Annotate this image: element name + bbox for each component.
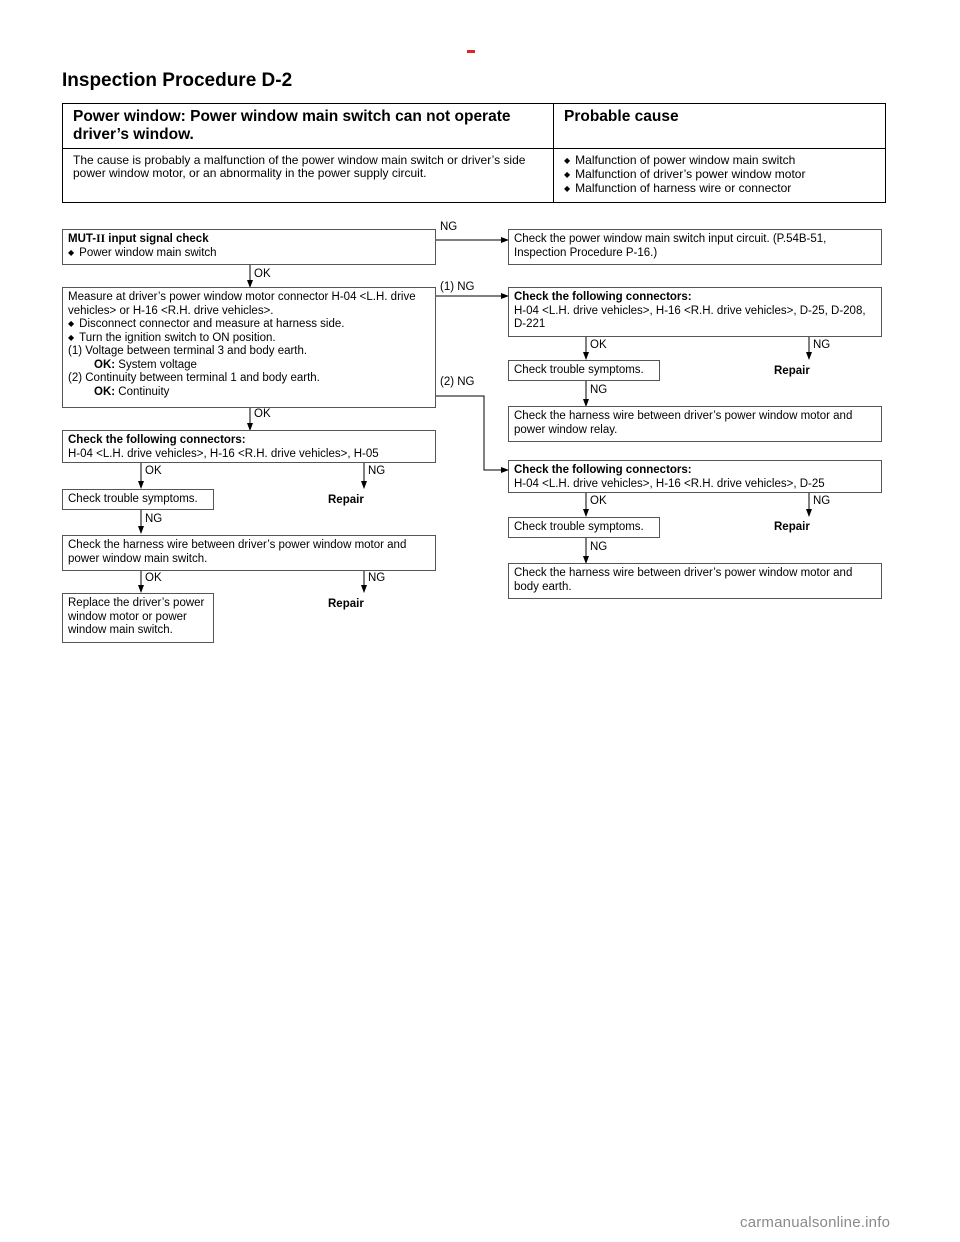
trouble-symptoms-box-r2: Check trouble symptoms. xyxy=(508,517,660,538)
measure-connector-box xyxy=(62,287,436,408)
mut-input-check-box xyxy=(62,229,436,265)
watermark: carmanualsonline.info xyxy=(740,1214,891,1231)
label-ok: OK xyxy=(254,268,271,280)
connector-list: H-04 <L.H. drive vehicles>, H-16 <R.H. drive vehicles>, D-25, D-208, D-221 xyxy=(514,304,866,330)
label-ok: OK xyxy=(254,408,271,420)
connector-list: H-04 <L.H. drive vehicles>, H-16 <R.H. drive vehicles>, D-25 xyxy=(514,477,825,490)
mut-roman-numeral: II xyxy=(96,233,106,245)
probable-cause-heading: Probable cause xyxy=(554,104,886,149)
arrow-box2-ng2 xyxy=(436,396,508,470)
connector-check-title: Check the following connectors: xyxy=(68,434,246,446)
label-ng: NG xyxy=(813,495,831,507)
symptom-heading: Power window: Power window main switch can not operate driver’s window. xyxy=(63,104,554,149)
label-ng: NG xyxy=(590,384,608,396)
mut-check-title: input signal check xyxy=(105,233,209,245)
connector-check-box-r2 xyxy=(508,460,882,493)
measure-item-2: (2) Continuity between terminal 1 and body earth. xyxy=(68,372,320,384)
trouble-symptoms-box-r1: Check trouble symptoms. xyxy=(508,360,660,381)
label-ng: NG xyxy=(813,339,831,351)
connector-check-box-r1 xyxy=(508,287,882,337)
repair-label: Repair xyxy=(774,365,810,377)
label-ng: NG xyxy=(590,541,608,553)
repair-label: Repair xyxy=(774,521,810,533)
label-ok: OK xyxy=(590,339,607,351)
ok-label: OK: xyxy=(94,385,116,398)
symptom-description: The cause is probably a malfunction of the power window main switch or driver’s side power window motor, or an abnormality in the power supply circuit. xyxy=(63,149,554,203)
cause-item: ◆ Malfunction of driver’s power window motor xyxy=(564,168,875,182)
label-ok: OK xyxy=(145,572,162,584)
input-circuit-check-box: Check the power window main switch input circuit. (P.54B-51, Inspection Procedure P-16.) xyxy=(508,229,882,265)
connector-check-box-l1 xyxy=(62,430,436,463)
repair-label: Repair xyxy=(328,494,364,506)
connector-check-title: Check the following connectors: xyxy=(514,291,692,303)
harness-check-box-l1: Check the harness wire between driver’s power window motor and power window main switch. xyxy=(62,535,436,571)
repair-label: Repair xyxy=(328,598,364,610)
mut-label: MUT- xyxy=(68,233,97,245)
connector-check-title: Check the following connectors: xyxy=(514,464,692,476)
page-title: Inspection Procedure D-2 xyxy=(62,70,293,91)
harness-check-box-r1: Check the harness wire between driver’s power window motor and power window relay. xyxy=(508,406,882,442)
label-ok: OK xyxy=(590,495,607,507)
mut-check-bullet: ◆ Power window main switch xyxy=(68,247,217,259)
ok-value: System voltage xyxy=(118,358,197,371)
measure-bullet: ◆ Turn the ignition switch to ON position. xyxy=(68,332,430,346)
label-ng-2: (2) NG xyxy=(440,376,475,388)
measure-item-1: (1) Voltage between terminal 3 and body earth. xyxy=(68,345,308,357)
label-ng: NG xyxy=(368,465,386,477)
label-ng: NG xyxy=(440,221,458,233)
cause-item: ◆ Malfunction of harness wire or connector xyxy=(564,182,875,196)
replace-switch-box: Replace the driver’s power window motor or power window main switch. xyxy=(62,593,214,643)
ok-label: OK: xyxy=(94,358,116,371)
label-ng: NG xyxy=(368,572,386,584)
trouble-symptoms-box-l1: Check trouble symptoms. xyxy=(62,489,214,510)
harness-check-box-r2: Check the harness wire between driver’s power window motor and body earth. xyxy=(508,563,882,599)
measure-instruction: Measure at driver’s power window motor connector H-04 <L.H. drive vehicles> or H-16 <R.H. drive vehicles>. xyxy=(68,291,416,317)
label-ng-1: (1) NG xyxy=(440,281,475,293)
cause-item: ◆ Malfunction of power window main switch xyxy=(564,154,875,168)
connector-list: H-04 <L.H. drive vehicles>, H-16 <R.H. drive vehicles>, H-05 xyxy=(68,447,379,460)
label-ng: NG xyxy=(145,513,163,525)
label-ok: OK xyxy=(145,465,162,477)
measure-bullet: ◆ Disconnect connector and measure at harness side. xyxy=(68,318,430,332)
ok-value: Continuity xyxy=(118,385,170,398)
